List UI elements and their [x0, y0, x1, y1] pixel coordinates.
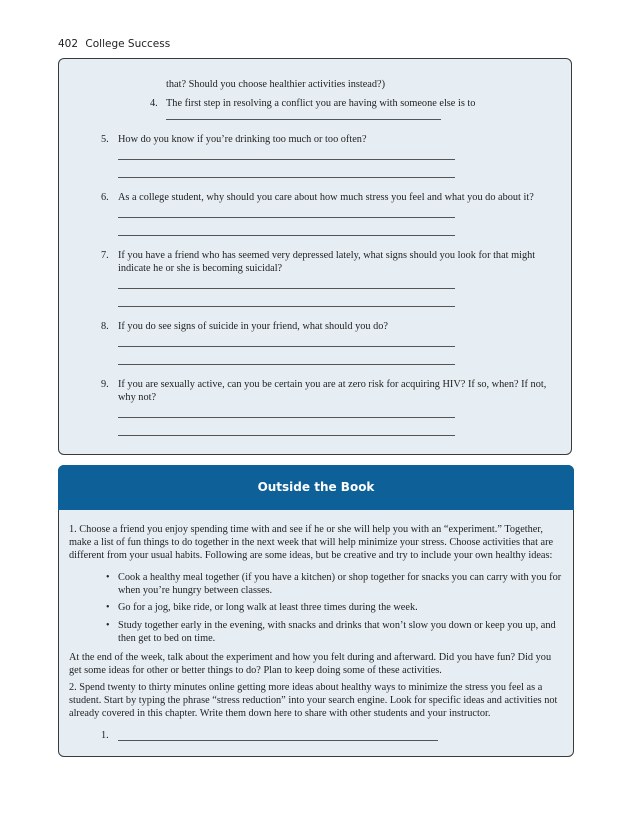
- question-text: why not?: [118, 392, 157, 403]
- bullet-text: then get to bed on time.: [118, 633, 216, 644]
- question-number: 5.: [101, 134, 109, 145]
- answer-line[interactable]: [118, 177, 455, 178]
- answer-line[interactable]: [118, 217, 455, 218]
- bullet-text: Study together early in the evening, with snacks and drinks that won’t slow you down or keep you up, and: [118, 620, 556, 631]
- paragraph-line: different from your usual habits. Following are some ideas, but be creative and try to include your own healthy ideas:: [69, 550, 553, 561]
- answer-line[interactable]: [118, 235, 455, 236]
- answer-line[interactable]: [118, 306, 455, 307]
- review-questions-box: [58, 58, 572, 455]
- page-number: 402: [58, 38, 79, 50]
- paragraph-line: student. Start by typing the phrase “stress reduction” into your search engine. Look for specific ideas and activities not: [69, 695, 558, 706]
- running-head: [58, 38, 170, 50]
- answer-line[interactable]: [118, 435, 455, 436]
- paragraph-line: make a list of fun things to do together in the next week that will help minimize your stress. Choose activities that are: [69, 537, 554, 548]
- answer-line[interactable]: [118, 364, 455, 365]
- answer-line[interactable]: [166, 119, 441, 120]
- answer-number: 1.: [101, 730, 109, 741]
- question-number: 8.: [101, 321, 109, 332]
- question-number: 7.: [101, 250, 109, 261]
- paragraph-line: At the end of the week, talk about the experiment and how you felt during and afterward. Did you have fun? Did you: [69, 652, 552, 663]
- outside-the-book-box: [58, 465, 574, 757]
- answer-line[interactable]: [118, 288, 455, 289]
- continuation-text: that? Should you choose healthier activities instead?): [166, 79, 386, 90]
- section-header: [58, 465, 574, 510]
- paragraph-line: already covered in this chapter. Write them down here to share with other students and your instructor.: [69, 708, 491, 719]
- question-number: 4.: [150, 98, 158, 109]
- bullet-icon: •: [106, 620, 110, 631]
- answer-line[interactable]: [118, 159, 455, 160]
- question-text: If you have a friend who has seemed very depressed lately, what signs should you look for that might: [118, 250, 536, 261]
- paragraph-line: 2. Spend twenty to thirty minutes online getting more ideas about healthy ways to minimize the stress you feel as a: [69, 682, 543, 693]
- question-text: As a college student, why should you care about how much stress you feel and what you do about it?: [118, 192, 534, 203]
- bullet-icon: •: [106, 572, 110, 583]
- question-text: If you do see signs of suicide in your friend, what should you do?: [118, 321, 388, 332]
- question-text: How do you know if you’re drinking too much or too often?: [118, 134, 367, 145]
- question-text: The first step in resolving a conflict you are having with someone else is to: [166, 98, 476, 109]
- question-number: 9.: [101, 379, 109, 390]
- answer-line[interactable]: [118, 417, 455, 418]
- paragraph-line: get some ideas for other or better things to do? Plan to keep doing some of these activities.: [69, 665, 442, 676]
- question-text: indicate he or she is becoming suicidal?: [118, 263, 283, 274]
- bullet-text: Go for a jog, bike ride, or long walk at least three times during the week.: [118, 602, 418, 613]
- bullet-icon: •: [106, 602, 110, 613]
- answer-line[interactable]: [118, 346, 455, 347]
- paragraph-line: 1. Choose a friend you enjoy spending time with and see if he or she will help you with an “experiment.” Together,: [69, 524, 543, 535]
- book-title: College Success: [85, 38, 171, 50]
- question-number: 6.: [101, 192, 109, 203]
- question-text: If you are sexually active, can you be certain you are at zero risk for acquiring HIV? If so, when? If not,: [118, 379, 547, 390]
- bullet-text: when you’re hungry between classes.: [118, 585, 273, 596]
- answer-line[interactable]: [118, 740, 438, 741]
- section-title: Outside the Book: [257, 480, 375, 494]
- bullet-text: Cook a healthy meal together (if you have a kitchen) or shop together for snacks you can carry with you for: [118, 572, 562, 583]
